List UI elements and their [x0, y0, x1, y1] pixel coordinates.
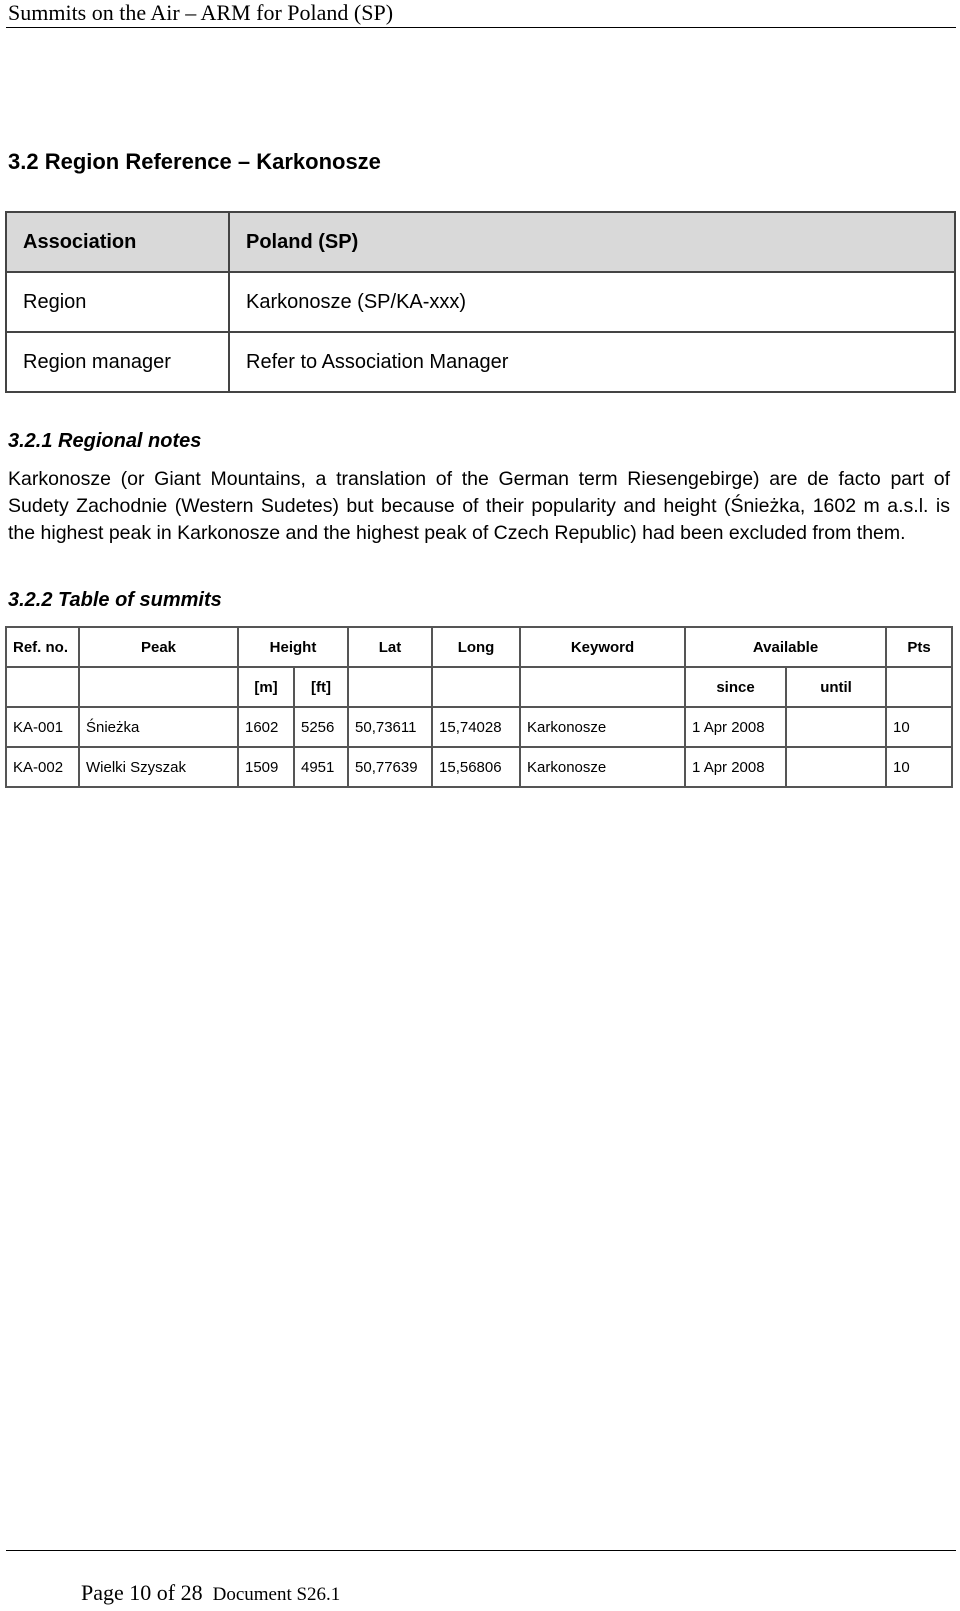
document-id: Document S26.1: [212, 1584, 341, 1605]
empty-cell: [79, 667, 238, 707]
col-keyword: Keyword: [520, 627, 685, 667]
region-value: Karkonosze (SP/KA-xxx): [229, 272, 955, 332]
col-ref: Ref. no.: [6, 627, 79, 667]
regional-notes-body: Karkonosze (or Giant Mountains, a translation of the German term Riesengebirge) are de facto part of Sudety Zachodnie (Western Sudetes) but because of their popularity and height (Śnieżka, 1602 m a.s.l. is the highest peak in Karkonosze and the highest peak of Czech Republic) had been excluded from them.: [8, 468, 950, 544]
keyword-cell: Karkonosze: [520, 707, 685, 747]
peak-cell: Śnieżka: [79, 707, 238, 747]
col-lat: Lat: [348, 627, 432, 667]
long-cell: 15,74028: [432, 707, 520, 747]
footer-divider: [6, 1550, 956, 1551]
lat-cell: 50,73611: [348, 707, 432, 747]
keyword-cell: Karkonosze: [520, 747, 685, 787]
until-cell: [786, 747, 886, 787]
table-row: [6, 747, 952, 787]
col-since: since: [685, 667, 786, 707]
table-row: [6, 332, 955, 392]
ref-cell: KA-002: [6, 747, 79, 787]
summits-table-heading: 3.2.2 Table of summits: [8, 589, 222, 611]
ref-cell: KA-001: [6, 707, 79, 747]
table-subheader-row: [6, 667, 952, 707]
empty-cell: [520, 667, 685, 707]
table-row: [6, 272, 955, 332]
col-peak: Peak: [79, 627, 238, 667]
table-header-row: [6, 627, 952, 667]
page-number: Page 10 of 28: [81, 1580, 203, 1605]
association-value: Poland (SP): [229, 212, 955, 272]
col-long: Long: [432, 627, 520, 667]
height-m-cell: 1509: [238, 747, 294, 787]
empty-cell: [6, 667, 79, 707]
since-cell: 1 Apr 2008: [685, 707, 786, 747]
since-cell: 1 Apr 2008: [685, 747, 786, 787]
empty-cell: [886, 667, 952, 707]
col-until: until: [786, 667, 886, 707]
header-divider: [6, 27, 956, 28]
lat-cell: 50,77639: [348, 747, 432, 787]
long-cell: 15,56806: [432, 747, 520, 787]
pts-cell: 10: [886, 747, 952, 787]
col-available: Available: [685, 627, 886, 667]
col-height-m: [m]: [238, 667, 294, 707]
until-cell: [786, 707, 886, 747]
summits-table: [5, 626, 953, 788]
association-label: Association: [6, 212, 229, 272]
region-manager-label: Region manager: [6, 332, 229, 392]
empty-cell: [348, 667, 432, 707]
pts-cell: 10: [886, 707, 952, 747]
table-row: [6, 212, 955, 272]
empty-cell: [432, 667, 520, 707]
regional-notes-heading: 3.2.1 Regional notes: [8, 430, 202, 452]
col-height: Height: [238, 627, 348, 667]
page-header-title: Summits on the Air – ARM for Poland (SP): [8, 0, 394, 25]
region-manager-value: Refer to Association Manager: [229, 332, 955, 392]
col-pts: Pts: [886, 627, 952, 667]
peak-cell: Wielki Szyszak: [79, 747, 238, 787]
col-height-ft: [ft]: [294, 667, 348, 707]
section-heading: 3.2 Region Reference – Karkonosze: [8, 149, 381, 174]
table-row: [6, 707, 952, 747]
height-m-cell: 1602: [238, 707, 294, 747]
page-footer: [81, 1579, 340, 1610]
association-table: [5, 211, 956, 393]
height-ft-cell: 5256: [294, 707, 348, 747]
region-label: Region: [6, 272, 229, 332]
height-ft-cell: 4951: [294, 747, 348, 787]
